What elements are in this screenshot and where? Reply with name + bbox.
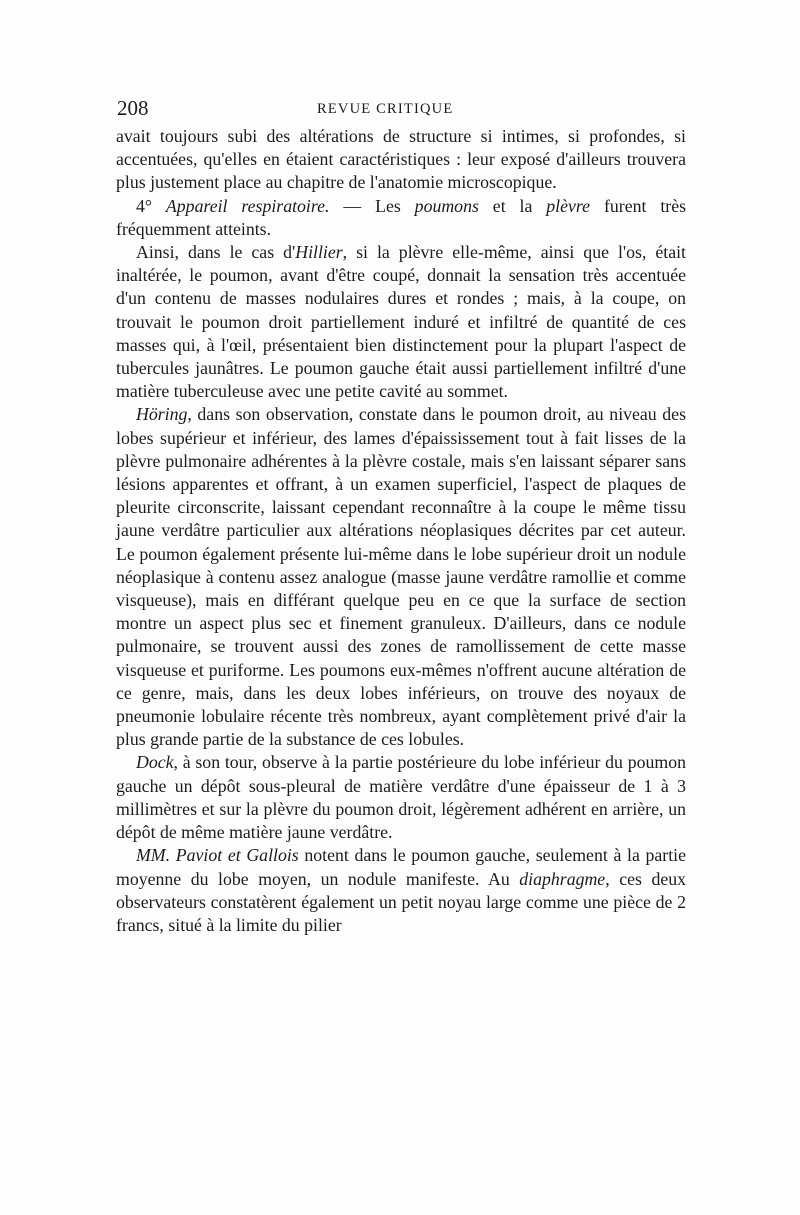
italic-run: diaphragme: [519, 868, 606, 889]
paragraph-continuation: [116, 125, 686, 195]
italic-run: plèvre: [546, 195, 591, 216]
italic-run: Höring: [136, 404, 188, 425]
paragraph-horing: [116, 403, 686, 751]
running-title: REVUE CRITIQUE: [317, 101, 454, 117]
italic-run: Dock: [136, 752, 174, 773]
paragraph-dock: [116, 751, 686, 844]
text-run: furent très fréquemment atteints.: [116, 195, 687, 239]
page-number: 208: [117, 96, 149, 120]
italic-run: poumons: [414, 195, 479, 216]
text-run: , dans son observation, constate dans le poumon droit, au niveau des lobes supérieur et inférieur, des lames d'épaississement tout à fait lisses de la plèvre pulmonaire adhérentes à la plèvre costale, mais s'en laissant séparer sans lésions apparentes et offrant, à un examen superficiel, l'aspect de plaques de pleurite circonscrite, laissant cependant reconnaître à la coupe le même tissu jaune verdâtre particulier aux altérations néoplasiques décrites par cet auteur. Le poumon également présente lui-même dans le lobe supérieur droit un nodule néoplasique à contenu assez analogue (masse jaune verdâtre ramollie et comme visqueuse), mais en différant quelque peu en ce que la surface de section montre un aspect plus sec et finement granuleux. D'ailleurs, dans ce nodule pulmonaire, se trouvent aussi des zones de ramollissement de cette masse visqueuse et puriforme. Les poumons eux-mêmes n'offrent aucune altération de ce genre, mais, dans les deux lobes inférieurs, on trouve des noyaux de pneumonie lobulaire récente très nombreux, ayant complètement privé d'air la plus grande partie de la substance de ces lobules.: [116, 404, 686, 750]
text-run: avait toujours subi des altérations de structure si intimes, si profondes, si accentuées, qu'elles en étaient caractéristiques : leur exposé d'ailleurs trouvera plus justement place au chapitre de l'anatomie microscopique.: [116, 126, 686, 193]
paragraph-paviot-gallois: [116, 844, 686, 937]
text-run: , ces deux observateurs constatèrent également un petit noyau large comme une pièce de 2 francs, situé à la limite du pilier: [116, 868, 687, 935]
italic-run: MM. Paviot et Gallois: [136, 845, 299, 866]
text-run: notent dans le poumon gauche, seulement à la partie moyenne du lobe moyen, un nodule manifeste. Au: [116, 845, 686, 889]
running-head: [117, 94, 687, 122]
paragraph-appareil-respiratoire: [116, 195, 686, 241]
text-run: Ainsi, dans le cas d': [136, 242, 296, 263]
text-run: 4°: [136, 195, 166, 216]
body-text: [116, 125, 686, 937]
text-run: , si la plèvre elle-même, ainsi que l'os, était inaltérée, le poumon, avant d'être coupé, donnait la sensation très accentuée d'un contenu de masses nodulaires dures et rondes ; mais, à la coupe, on trouvait le poumon droit partiellement induré et infiltré de quantité de ces masses qui, à l'œil, présentaient bien distinctement pour la plupart l'aspect de tubercules jaunâtres. Le poumon gauche était aussi partiellement infiltré d'une matière tuberculeuse avec une petite cavité au sommet.: [116, 242, 687, 402]
italic-run: Hillier: [295, 242, 343, 263]
italic-run: Appareil respiratoire.: [165, 195, 330, 216]
text-run: — Les: [329, 195, 415, 216]
paragraph-hillier: [116, 241, 686, 403]
text-run: , à son tour, observe à la partie postérieure du lobe inférieur du poumon gauche un dépôt sous-pleural de matière verdâtre d'une épaisseur de 1 à 3 millimètres et sur la plèvre du poumon droit, légèrement adhérent en arrière, un dépôt de même matière jaune verdâtre.: [116, 752, 686, 843]
text-run: et la: [478, 195, 547, 216]
